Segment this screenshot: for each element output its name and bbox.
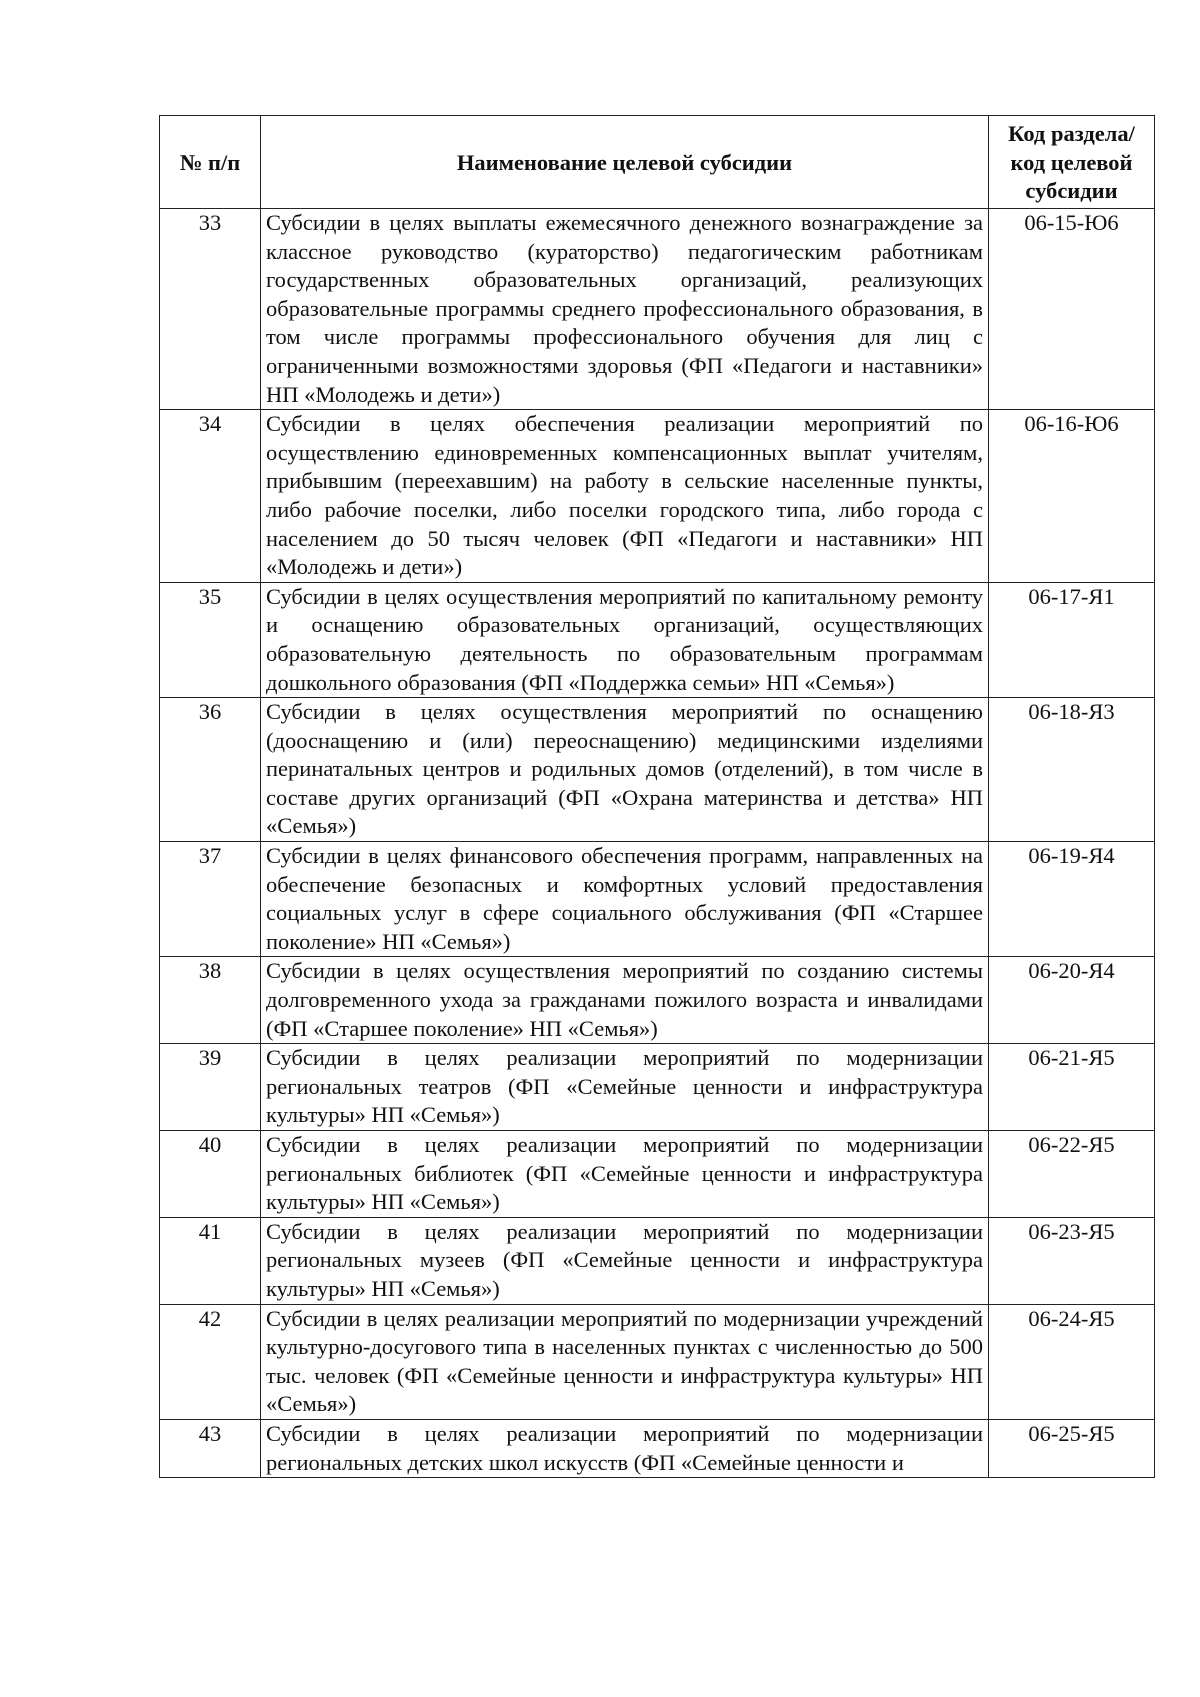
row-code: 06-24-Я5 xyxy=(989,1304,1155,1419)
subsidies-table xyxy=(159,115,1155,1478)
row-code: 06-16-Ю6 xyxy=(989,410,1155,583)
row-number: 42 xyxy=(160,1304,261,1419)
table-row xyxy=(160,1131,1155,1218)
row-code: 06-20-Я4 xyxy=(989,957,1155,1044)
header-code: Код раздела/ код целевой субсидии xyxy=(989,116,1155,209)
row-number: 38 xyxy=(160,957,261,1044)
row-number: 33 xyxy=(160,209,261,410)
row-code: 06-17-Я1 xyxy=(989,582,1155,697)
table-row xyxy=(160,582,1155,697)
table-row xyxy=(160,209,1155,410)
row-code: 06-21-Я5 xyxy=(989,1044,1155,1131)
row-name: Субсидии в целях обеспечения реализации мероприятий по осуществлению единовременных компенсационных выплат учителям, прибывшим (переехавшим) на работу в сельские населенные пункты, либо рабочие поселки, либо поселки городского типа, либо города с населением до 50 тысяч человек (ФП «Педагоги и наставники» НП «Молодежь и дети») xyxy=(261,410,989,583)
row-name: Субсидии в целях финансового обеспечения программ, направленных на обеспечение безопасных и комфортных условий предоставления социальных услуг в сфере социального обслуживания (ФП «Старшее поколение» НП «Семья») xyxy=(261,842,989,957)
row-name: Субсидии в целях реализации мероприятий по модернизации региональных театров (ФП «Семейные ценности и инфраструктура культуры» НП «Семья») xyxy=(261,1044,989,1131)
table-body xyxy=(160,209,1155,1478)
row-name: Субсидии в целях выплаты ежемесячного денежного вознаграждение за классное руководство (кураторство) педагогическим работникам государственных образовательных организаций, реализующих образовательные программы среднего профессионального образования, в том числе программы профессионального обучения для лиц с ограниченными возможностями здоровья (ФП «Педагоги и наставники» НП «Молодежь и дети») xyxy=(261,209,989,410)
row-number: 36 xyxy=(160,698,261,842)
header-name: Наименование целевой субсидии xyxy=(261,116,989,209)
row-name: Субсидии в целях реализации мероприятий по модернизации региональных библиотек (ФП «Семейные ценности и инфраструктура культуры» НП «Семья») xyxy=(261,1131,989,1218)
table-row xyxy=(160,842,1155,957)
row-code: 06-25-Я5 xyxy=(989,1419,1155,1477)
row-code: 06-15-Ю6 xyxy=(989,209,1155,410)
row-number: 37 xyxy=(160,842,261,957)
row-name: Субсидии в целях осуществления мероприятий по оснащению (дооснащению и (или) переоснащению) медицинскими изделиями перинатальных центров и родильных домов (отделений), в том числе в составе других организаций (ФП «Охрана материнства и детства» НП «Семья») xyxy=(261,698,989,842)
table-row xyxy=(160,1304,1155,1419)
row-code: 06-19-Я4 xyxy=(989,842,1155,957)
row-code: 06-23-Я5 xyxy=(989,1217,1155,1304)
header-number: № п/п xyxy=(160,116,261,209)
table-row xyxy=(160,1044,1155,1131)
row-name: Субсидии в целях реализации мероприятий по модернизации учреждений культурно-досугового типа в населенных пунктах с численностью до 500 тыс. человек (ФП «Семейные ценности и инфраструктура культуры» НП «Семья») xyxy=(261,1304,989,1419)
row-number: 34 xyxy=(160,410,261,583)
row-number: 39 xyxy=(160,1044,261,1131)
table-header xyxy=(160,116,1155,209)
row-number: 41 xyxy=(160,1217,261,1304)
row-name: Субсидии в целях осуществления мероприятий по созданию системы долговременного ухода за гражданами пожилого возраста и инвалидами (ФП «Старшее поколение» НП «Семья») xyxy=(261,957,989,1044)
table-row xyxy=(160,1217,1155,1304)
header-row xyxy=(160,116,1155,209)
row-number: 35 xyxy=(160,582,261,697)
table-row xyxy=(160,1419,1155,1477)
row-name: Субсидии в целях осуществления мероприятий по капитальному ремонту и оснащению образовательных организаций, осуществляющих образовательную деятельность по образовательным программам дошкольного образования (ФП «Поддержка семьи» НП «Семья») xyxy=(261,582,989,697)
row-code: 06-22-Я5 xyxy=(989,1131,1155,1218)
row-name: Субсидии в целях реализации мероприятий по модернизации региональных музеев (ФП «Семейные ценности и инфраструктура культуры» НП «Семья») xyxy=(261,1217,989,1304)
table-row xyxy=(160,957,1155,1044)
row-number: 43 xyxy=(160,1419,261,1477)
row-number: 40 xyxy=(160,1131,261,1218)
table-row xyxy=(160,698,1155,842)
row-code: 06-18-Я3 xyxy=(989,698,1155,842)
row-name: Субсидии в целях реализации мероприятий по модернизации региональных детских школ искусств (ФП «Семейные ценности и xyxy=(261,1419,989,1477)
table-row xyxy=(160,410,1155,583)
